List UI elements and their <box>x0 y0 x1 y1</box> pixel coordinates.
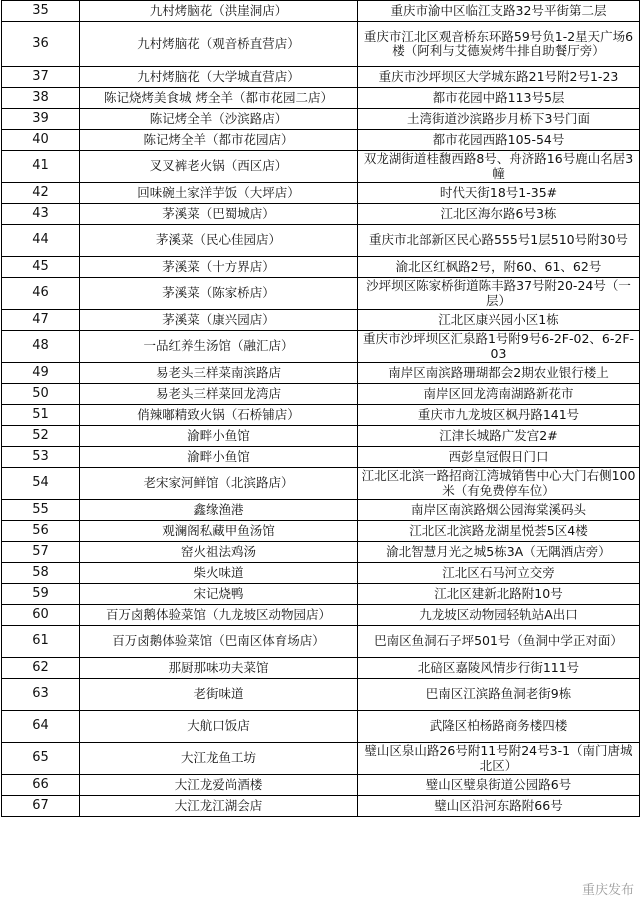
restaurant-address: 北碚区嘉陵风情步行街111号 <box>358 658 640 679</box>
table-body <box>2 1 640 817</box>
restaurant-address: 时代天街18号1-35# <box>358 183 640 204</box>
table-row <box>2 658 640 679</box>
restaurant-name: 鑫缘渔港 <box>80 500 358 521</box>
table-row <box>2 563 640 584</box>
restaurant-address: 都市花园西路105-54号 <box>358 130 640 151</box>
table-row <box>2 88 640 109</box>
table-row <box>2 521 640 542</box>
table-row <box>2 310 640 331</box>
table-row <box>2 426 640 447</box>
restaurant-address: 江北区北滨路龙湖星悦荟5区4楼 <box>358 521 640 542</box>
row-number: 41 <box>2 151 80 183</box>
row-number: 36 <box>2 22 80 67</box>
row-number: 66 <box>2 775 80 796</box>
row-number: 44 <box>2 225 80 257</box>
restaurant-name: 柴火味道 <box>80 563 358 584</box>
row-number: 51 <box>2 405 80 426</box>
restaurant-address: 江津长城路广发宫2# <box>358 426 640 447</box>
restaurant-name: 窑火祖法鸡汤 <box>80 542 358 563</box>
restaurant-address: 重庆市九龙坡区枫丹路141号 <box>358 405 640 426</box>
table-row <box>2 109 640 130</box>
table-row <box>2 796 640 817</box>
restaurant-name: 九村烤脑花（洪崖洞店） <box>80 1 358 22</box>
restaurant-address: 璧山区沿河东路附66号 <box>358 796 640 817</box>
restaurant-address: 江北区石马河立交旁 <box>358 563 640 584</box>
table-row <box>2 257 640 278</box>
restaurant-address: 巴南区鱼洞石子坪501号（鱼洞中学正对面） <box>358 626 640 658</box>
restaurant-address: 重庆市沙坪坝区汇泉路1号附9号6-2F-02、6-2F-03 <box>358 331 640 363</box>
restaurant-address: 沙坪坝区陈家桥街道陈丰路37号附20-24号（一层） <box>358 278 640 310</box>
restaurant-name: 渝畔小鱼馆 <box>80 447 358 468</box>
table-row <box>2 468 640 500</box>
table-row <box>2 384 640 405</box>
restaurant-name: 大航口饭店 <box>80 711 358 743</box>
table-row <box>2 584 640 605</box>
table-row <box>2 626 640 658</box>
row-number: 35 <box>2 1 80 22</box>
table-row <box>2 1 640 22</box>
restaurant-name: 老宋家河鲜馆（北滨路店） <box>80 468 358 500</box>
row-number: 47 <box>2 310 80 331</box>
table-row <box>2 183 640 204</box>
row-number: 38 <box>2 88 80 109</box>
row-number: 64 <box>2 711 80 743</box>
restaurant-name: 老街味道 <box>80 679 358 711</box>
row-number: 58 <box>2 563 80 584</box>
table-row <box>2 225 640 257</box>
row-number: 46 <box>2 278 80 310</box>
row-number: 53 <box>2 447 80 468</box>
restaurant-name: 易老头三样菜回龙湾店 <box>80 384 358 405</box>
restaurant-address: 渝北智慧月光之城5栋3A（无隅酒店旁） <box>358 542 640 563</box>
restaurant-name: 茅溪菜（十方界店） <box>80 257 358 278</box>
restaurant-name: 回味碗土家洋芋饭（大坪店） <box>80 183 358 204</box>
restaurant-name: 观澜阁私藏甲鱼汤馆 <box>80 521 358 542</box>
row-number: 40 <box>2 130 80 151</box>
restaurant-address: 巴南区江滨路鱼洞老街9栋 <box>358 679 640 711</box>
table-row <box>2 278 640 310</box>
row-number: 50 <box>2 384 80 405</box>
restaurant-address: 江北区建新北路附10号 <box>358 584 640 605</box>
restaurant-address: 双龙湖街道桂馥西路8号、舟济路16号鹿山名居3幢 <box>358 151 640 183</box>
watermark: 重庆发布 <box>581 883 634 898</box>
restaurant-address: 武隆区柏杨路商务楼四楼 <box>358 711 640 743</box>
restaurant-address: 重庆市沙坪坝区大学城东路21号附2号1-23 <box>358 67 640 88</box>
table-row <box>2 743 640 775</box>
restaurant-name: 茅溪菜（陈家桥店） <box>80 278 358 310</box>
table-row <box>2 130 640 151</box>
restaurant-address: 渝北区红枫路2号，附60、61、62号 <box>358 257 640 278</box>
row-number: 65 <box>2 743 80 775</box>
restaurant-name: 那厨那味功夫菜馆 <box>80 658 358 679</box>
row-number: 61 <box>2 626 80 658</box>
restaurant-name: 茅溪菜（民心佳园店） <box>80 225 358 257</box>
restaurant-name: 宋记烧鸭 <box>80 584 358 605</box>
restaurant-address: 西彭皇冠假日门口 <box>358 447 640 468</box>
table-row <box>2 775 640 796</box>
table-row <box>2 204 640 225</box>
row-number: 62 <box>2 658 80 679</box>
table-row <box>2 405 640 426</box>
restaurant-address: 南岸区回龙湾南湖路新花市 <box>358 384 640 405</box>
restaurant-address: 南岸区南滨路珊瑚都会2期农业银行楼上 <box>358 363 640 384</box>
row-number: 56 <box>2 521 80 542</box>
table-row <box>2 500 640 521</box>
restaurant-address: 重庆市渝中区临江支路32号平街第二层 <box>358 1 640 22</box>
row-number: 39 <box>2 109 80 130</box>
row-number: 48 <box>2 331 80 363</box>
row-number: 45 <box>2 257 80 278</box>
restaurant-address: 璧山区泉山路26号附11号附24号3-1（南门唐城北区） <box>358 743 640 775</box>
table-row <box>2 542 640 563</box>
table-row <box>2 67 640 88</box>
restaurant-name: 渝畔小鱼馆 <box>80 426 358 447</box>
restaurant-name: 九村烤脑花（大学城直营店） <box>80 67 358 88</box>
restaurant-name: 陈记烧烤美食城 烤全羊（都市花园二店） <box>80 88 358 109</box>
restaurant-name: 一品红养生汤馆（融汇店） <box>80 331 358 363</box>
row-number: 49 <box>2 363 80 384</box>
restaurant-name: 易老头三样菜南滨路店 <box>80 363 358 384</box>
row-number: 52 <box>2 426 80 447</box>
row-number: 55 <box>2 500 80 521</box>
table-row <box>2 363 640 384</box>
restaurant-name: 大江龙江湖会店 <box>80 796 358 817</box>
row-number: 54 <box>2 468 80 500</box>
row-number: 43 <box>2 204 80 225</box>
row-number: 59 <box>2 584 80 605</box>
restaurant-name: 俏辣嘟精致火锅（石桥铺店） <box>80 405 358 426</box>
restaurant-address: 都市花园中路113号5层 <box>358 88 640 109</box>
restaurant-name: 叉叉裤老火锅（西区店） <box>80 151 358 183</box>
row-number: 63 <box>2 679 80 711</box>
table-row <box>2 447 640 468</box>
row-number: 60 <box>2 605 80 626</box>
table-row <box>2 331 640 363</box>
restaurant-address: 江北区康兴园小区1栋 <box>358 310 640 331</box>
restaurant-address: 璧山区璧泉街道公园路6号 <box>358 775 640 796</box>
restaurant-address: 九龙坡区动物园轻轨站A出口 <box>358 605 640 626</box>
restaurant-address: 江北区海尔路6号3栋 <box>358 204 640 225</box>
restaurant-address: 江北区北滨一路招商江湾城销售中心大门右侧100米（有免费停车位） <box>358 468 640 500</box>
restaurant-table <box>1 0 640 817</box>
table-row <box>2 679 640 711</box>
restaurant-name: 茅溪菜（康兴园店） <box>80 310 358 331</box>
table-row <box>2 605 640 626</box>
restaurant-address: 重庆市江北区观音桥东环路59号负1-2星天广场6楼（阿利与艾德炭烤牛排自助餐厅旁） <box>358 22 640 67</box>
restaurant-name: 九村烤脑花（观音桥直营店） <box>80 22 358 67</box>
table-row <box>2 711 640 743</box>
restaurant-address: 土湾街道沙滨路步月桥下3号门面 <box>358 109 640 130</box>
restaurant-address: 重庆市北部新区民心路555号1层510号附30号 <box>358 225 640 257</box>
row-number: 57 <box>2 542 80 563</box>
restaurant-name: 大江龙爱尚酒楼 <box>80 775 358 796</box>
restaurant-name: 陈记烤全羊（都市花园店） <box>80 130 358 151</box>
restaurant-name: 大江龙鱼工坊 <box>80 743 358 775</box>
row-number: 37 <box>2 67 80 88</box>
restaurant-name: 茅溪菜（巴蜀城店） <box>80 204 358 225</box>
restaurant-address: 南岸区南滨路烟公园海棠溪码头 <box>358 500 640 521</box>
restaurant-name: 陈记烤全羊（沙滨路店） <box>80 109 358 130</box>
table-row <box>2 151 640 183</box>
row-number: 42 <box>2 183 80 204</box>
row-number: 67 <box>2 796 80 817</box>
restaurant-name: 百万卤鹅体验菜馆（巴南区体育场店） <box>80 626 358 658</box>
table-row <box>2 22 640 67</box>
restaurant-name: 百万卤鹅体验菜馆（九龙坡区动物园店） <box>80 605 358 626</box>
